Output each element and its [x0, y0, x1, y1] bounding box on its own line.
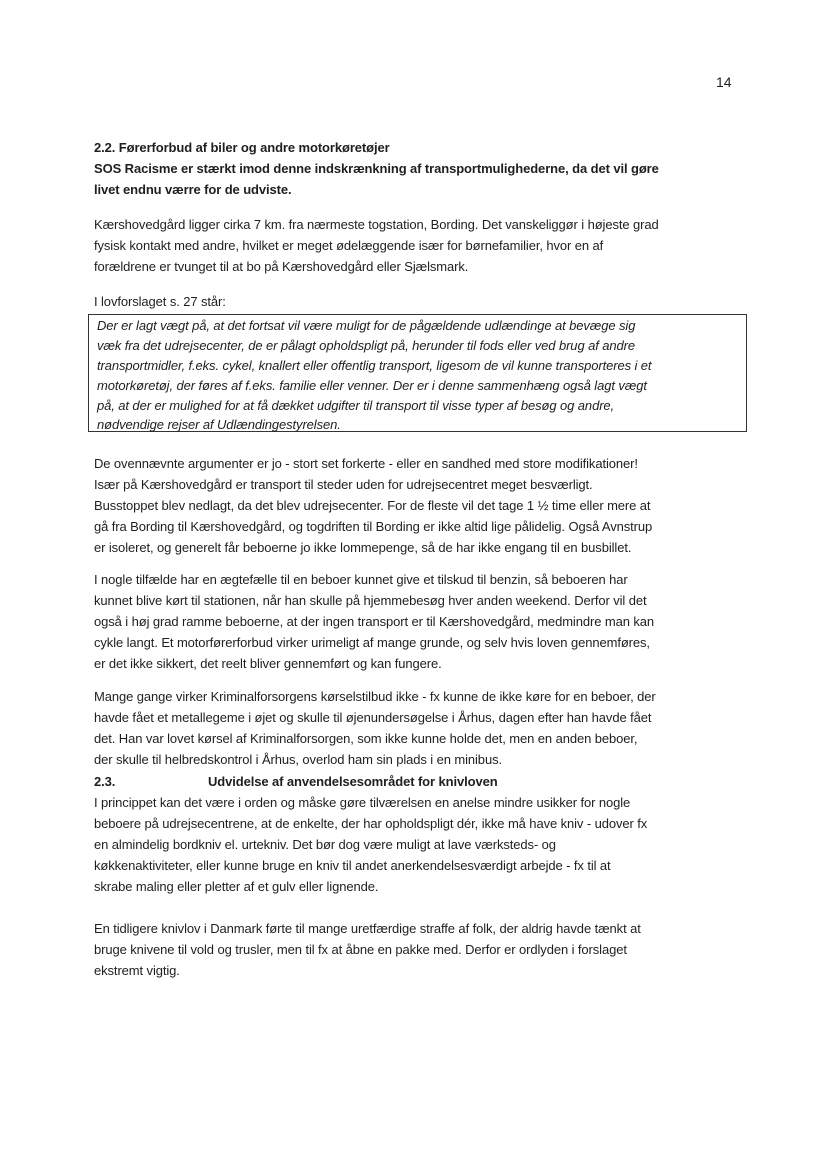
- paragraph-line: køkkenaktiviteter, eller kunne bruge en kniv til andet anerkendelsesværdigt arbejde - fx til at: [94, 858, 611, 873]
- paragraph-line: ekstremt vigtig.: [94, 963, 180, 978]
- paragraph-line: Busstoppet blev nedlagt, da det blev udrejsecenter. For de fleste vil det tage 1 ½ time eller mere at: [94, 498, 651, 513]
- quote-line: motorkøretøj, der føres af f.eks. familie eller venner. Der er i denne sammenhæng også lagt vægt: [97, 378, 647, 393]
- quote-line: væk fra det udrejsecenter, de er pålagt opholdspligt på, herunder til fods eller ved brug af andre: [97, 338, 635, 353]
- paragraph-line: I nogle tilfælde har en ægtefælle til en beboer kunnet give et tilskud til benzin, så beboeren har: [94, 572, 628, 587]
- paragraph-line: også i høj grad ramme beboerne, at der ingen transport er til Kærshovedgård, medmindre man kan: [94, 614, 655, 629]
- paragraph-line: Kærshovedgård ligger cirka 7 km. fra nærmeste togstation, Bording. Det vanskeliggør i højeste grad: [94, 217, 659, 232]
- paragraph-line: beboere på udrejsecentrene, at de enkelte, der har opholdspligt dér, ikke må have kniv - udover fx: [94, 816, 648, 831]
- paragraph-line: det. Han var lovet kørsel af Kriminalforsorgen, som ikke kunne holde det, men en anden beboer,: [94, 731, 638, 746]
- quote-intro: I lovforslaget s. 27 står:: [94, 294, 226, 309]
- paragraph-line: er det ikke sikkert, det reelt bliver gennemført og kan fungere.: [94, 656, 442, 671]
- paragraph-line: skrabe maling eller pletter af et gulv eller lignende.: [94, 879, 379, 894]
- quote-line: Der er lagt vægt på, at det fortsat vil være muligt for de pågældende udlændinge at bevæge sig: [97, 318, 636, 333]
- paragraph-line: Mange gange virker Kriminalforsorgens kørselstilbud ikke - fx kunne de ikke køre for en beboer, der: [94, 689, 656, 704]
- paragraph-line: fysisk kontakt med andre, hvilket er meget ødelæggende især for børnefamilier, hvor en af: [94, 238, 604, 253]
- page-number: 14: [716, 74, 732, 90]
- paragraph-line: havde fået et metallegeme i øjet og skulle til øjenundersøgelse i Århus, dagen efter han havde fået: [94, 710, 652, 725]
- section-number: 2.3.: [94, 774, 116, 789]
- paragraph-line: en almindelig bordkniv el. urtekniv. Det bør dog være muligt at lave værksteds- og: [94, 837, 556, 852]
- section-title: Udvidelse af anvendelsesområdet for knivloven: [208, 774, 498, 789]
- paragraph-line: forældrene er tvunget til at bo på Kærshovedgård eller Sjælsmark.: [94, 259, 469, 274]
- lead-line: livet endnu værre for de udviste.: [94, 182, 292, 197]
- paragraph-line: En tidligere knivlov i Danmark førte til mange uretfærdige straffe af folk, der aldrig havde tænkt at: [94, 921, 641, 936]
- paragraph-line: bruge knivene til vold og trusler, men til fx at åbne en pakke med. Derfor er ordlyden i forslaget: [94, 942, 627, 957]
- paragraph-line: De ovennævnte argumenter er jo - stort set forkerte - eller en sandhed med store modifikationer!: [94, 456, 638, 471]
- paragraph-line: kunnet blive kørt til stationen, når han skulle på hjemmebesøg hver anden weekend. Derfor vil det: [94, 593, 647, 608]
- quote-line: på, at der er mulighed for at få dækket udgifter til transport til visse typer af besøg og andre,: [97, 398, 615, 413]
- paragraph-line: der skulle til helbredskontrol i Århus, overlod ham sin plads i en minibus.: [94, 752, 502, 767]
- paragraph-line: Især på Kærshovedgård er transport til steder uden for udrejsecentret meget besværligt.: [94, 477, 593, 492]
- paragraph-line: I princippet kan det være i orden og måske gøre tilværelsen en anelse mindre usikker for nogle: [94, 795, 631, 810]
- section-heading: 2.2. Førerforbud af biler og andre motorkøretøjer: [94, 140, 390, 155]
- paragraph-line: er isoleret, og generelt får beboerne jo ikke lommepenge, så de har ikke engang til en busbillet.: [94, 540, 632, 555]
- quote-line: nødvendige rejser af Udlændingestyrelsen.: [97, 417, 341, 432]
- lead-line: SOS Racisme er stærkt imod denne indskrænkning af transportmulighederne, da det vil gøre: [94, 161, 659, 176]
- paragraph-line: cykle langt. Et motorførerforbud virker urimeligt af mange grunde, og selv hvis loven gennemføres,: [94, 635, 650, 650]
- paragraph-line: gå fra Bording til Kærshovedgård, og togdriften til Bording er ikke altid lige pålidelig. Også Avnstrup: [94, 519, 653, 534]
- quote-line: transportmidler, f.eks. cykel, knallert eller offentlig transport, ligesom de vil kunne transporteres i et: [97, 358, 652, 373]
